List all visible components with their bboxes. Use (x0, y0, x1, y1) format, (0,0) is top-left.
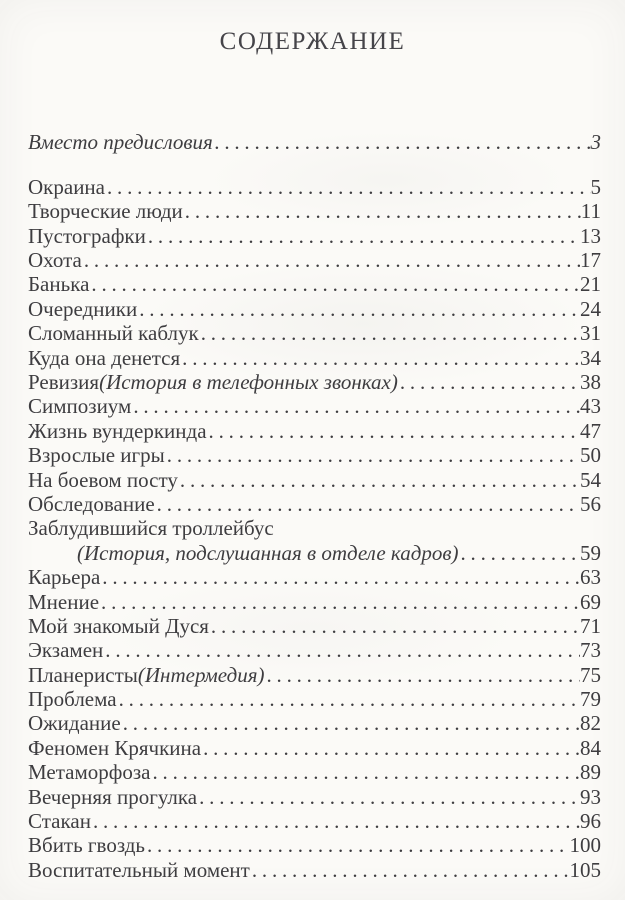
page-number: 31 (580, 321, 601, 346)
toc-entry (28, 297, 601, 321)
dot-leader (146, 224, 580, 248)
dot-leader (178, 468, 580, 492)
entry-title: Взрослые игры (28, 443, 165, 468)
dot-leader (99, 590, 580, 614)
dot-leader (82, 248, 580, 272)
toc-entry (28, 785, 601, 809)
entry-title: Планеристы (28, 662, 138, 687)
entry-title-italic: (Интермедия) (137, 662, 265, 687)
entry-title: Симпозиум (28, 394, 132, 419)
page-number: 13 (580, 223, 601, 248)
page-number: 96 (580, 809, 601, 834)
dot-leader (105, 175, 591, 199)
toc-entry (28, 541, 601, 565)
toc-entry (28, 443, 601, 467)
dot-leader (201, 736, 580, 760)
toc-entry (28, 199, 601, 223)
entry-title: Охота (28, 248, 82, 273)
page-number: 24 (580, 296, 601, 321)
toc-entry (28, 614, 601, 638)
toc-entry (28, 272, 601, 296)
page-number: 47 (580, 418, 601, 443)
toc-entry (28, 175, 601, 199)
dot-leader (209, 614, 580, 638)
table-of-contents (28, 130, 601, 882)
page-number: 105 (569, 857, 601, 882)
page-number: 38 (580, 370, 601, 395)
entry-title: Воспитательный момент (28, 857, 250, 882)
entry-title: Вечерняя прогулка (28, 784, 198, 809)
toc-entry (28, 687, 601, 711)
dot-leader (398, 370, 580, 394)
dot-leader (89, 272, 580, 296)
page-number: 56 (580, 491, 601, 516)
page-number: 100 (569, 833, 601, 858)
toc-entry (28, 492, 601, 516)
entry-title: Проблема (28, 687, 117, 712)
page-number: 34 (580, 345, 601, 370)
dot-leader (131, 394, 580, 418)
toc-entry (28, 346, 601, 370)
toc-entry (28, 711, 601, 735)
toc-entry (28, 516, 601, 540)
entry-title: Ревизия (28, 370, 100, 395)
toc-entry (28, 224, 601, 248)
page-number: 43 (580, 394, 601, 419)
entry-title: Банька (28, 272, 90, 297)
page-number: 5 (590, 174, 601, 199)
dot-leader (150, 760, 580, 784)
page-number: 59 (580, 540, 601, 565)
entry-title: Экзамен (28, 638, 104, 663)
dot-leader (137, 297, 580, 321)
toc-entry (28, 760, 601, 784)
toc-entry (28, 858, 601, 882)
page-number: 84 (580, 735, 601, 760)
page-number: 71 (580, 613, 601, 638)
dot-leader (121, 711, 580, 735)
entry-title: Метаморфоза (28, 760, 151, 785)
toc-entry (28, 248, 601, 272)
dot-leader (213, 130, 591, 154)
page-number: 93 (580, 784, 601, 809)
dot-leader (117, 687, 580, 711)
entry-title: Феномен Крячкина (28, 735, 202, 760)
toc-entry (28, 809, 601, 833)
page-number: 50 (580, 443, 601, 468)
entry-title: Обследование (28, 491, 155, 516)
toc-entry (28, 468, 601, 492)
page-number: 17 (580, 248, 601, 273)
entry-title-italic: (История, подслушанная в отделе кадров) (77, 540, 459, 565)
entry-title-italic: (История в телефонных звонках) (99, 370, 398, 395)
page-number: 21 (580, 272, 601, 297)
toc-entry (28, 394, 601, 418)
entry-title: На боевом посту (28, 467, 178, 492)
page-number: 69 (580, 589, 601, 614)
entry-title: Карьера (28, 565, 101, 590)
toc-entry (28, 419, 601, 443)
dot-leader (458, 541, 580, 565)
dot-leader (180, 346, 580, 370)
dot-leader (155, 492, 580, 516)
dot-leader (250, 858, 570, 882)
toc-entry (28, 565, 601, 589)
page-number: 3 (590, 130, 601, 154)
dot-leader (199, 321, 580, 345)
page-number: 89 (580, 760, 601, 785)
toc-entry (28, 321, 601, 345)
dot-leader (207, 419, 580, 443)
toc-entry (28, 370, 601, 394)
dot-leader (183, 199, 581, 223)
dot-leader (197, 785, 580, 809)
toc-entry (28, 130, 601, 154)
dot-leader (103, 638, 580, 662)
dot-leader (264, 663, 580, 687)
page-number: 75 (580, 662, 601, 687)
dot-leader (145, 833, 570, 857)
toc-entry (28, 833, 601, 857)
page-number: 54 (580, 467, 601, 492)
page-number: 63 (580, 565, 601, 590)
dot-leader (100, 565, 580, 589)
entry-title: Ожидание (28, 711, 121, 736)
entry-title: Стакан (28, 809, 91, 834)
entry-title-italic: Вместо предисловия (28, 130, 213, 154)
page-number: 79 (580, 687, 601, 712)
entry-title: Заблудившийся троллейбус (28, 516, 274, 541)
page-title: СОДЕРЖАНИЕ (219, 28, 406, 55)
toc-entry (28, 638, 601, 662)
entry-title: Куда она денется (28, 345, 181, 370)
entry-title: Мой знакомый Дуся (28, 613, 209, 638)
entry-title: Мнение (28, 589, 100, 614)
toc-entry (28, 736, 601, 760)
dot-leader (165, 443, 580, 467)
page-number: 82 (580, 711, 601, 736)
toc-entry (28, 590, 601, 614)
page-number: 11 (580, 199, 601, 224)
page-number: 73 (580, 638, 601, 663)
toc-entry (28, 663, 601, 687)
entry-title: Сломанный каблук (28, 321, 199, 346)
entry-title: Жизнь вундеркинда (28, 418, 207, 443)
entry-title: Творческие люди (28, 199, 183, 224)
entry-title: Пустографки (28, 223, 146, 248)
entry-title: Окраина (28, 174, 105, 199)
entry-title: Вбить гвоздь (28, 833, 145, 858)
dot-leader (91, 809, 580, 833)
entry-title: Очередники (28, 296, 138, 321)
